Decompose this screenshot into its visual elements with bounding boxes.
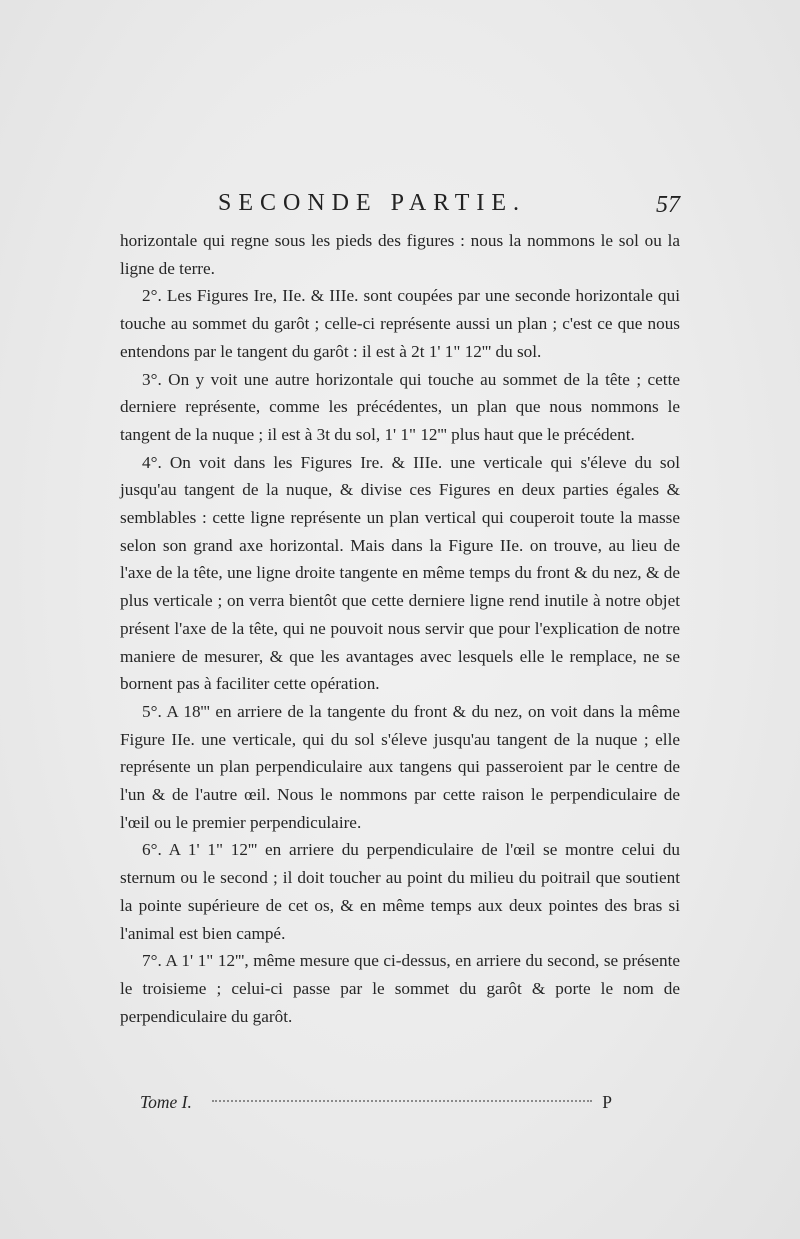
paragraph-6: 6°. A 1' 1" 12''' en arriere du perpendiculaire de l'œil se montre celui du sternum ou le second ; il doit toucher au point du milieu du poitrail que soutient la pointe supérieure de cet os, & en même temps aux deux pointes des bras si l'animal est bien campé. <box>120 840 680 943</box>
body-text <box>120 227 680 1030</box>
paragraph-3: 3°. On y voit une autre horizontale qui touche au sommet de la tête ; cette derniere représente, comme les précédentes, un plan que nous nommons le tangent de la nuque ; il est à 3t du sol, 1' 1" 12''' plus haut que le précédent. <box>120 369 680 444</box>
leader-dots <box>212 1100 592 1102</box>
page-footer <box>120 1092 680 1120</box>
signature-mark: P <box>602 1092 612 1112</box>
page-number: 57 <box>656 192 680 218</box>
paragraph-7: 7°. A 1' 1" 12''', même mesure que ci-dessus, en arriere du second, se présente le troisieme ; celui-ci passe par le sommet du garôt & porte le nom de perpendiculaire du garôt. <box>120 951 680 1026</box>
paragraph-continuation: horizontale qui regne sous les pieds des figures : nous la nommons le sol ou la ligne de terre. <box>120 231 680 278</box>
paragraph-5: 5°. A 18''' en arriere de la tangente du front & du nez, on voit dans la même Figure IIe. une verticale, qui du sol s'éleve jusqu'au tangent de la nuque ; elle représente un plan perpendiculaire aux tangens qui passeroient par le centre de l'un & de l'autre œil. Nous le nommons par cette raison le perpendiculaire de l'œil ou le premier perpendiculaire. <box>120 701 680 832</box>
page-header <box>120 190 680 230</box>
running-head: SECONDE PARTIE. <box>218 190 527 216</box>
paragraph-2: 2°. Les Figures Ire, IIe. & IIIe. sont coupées par une seconde horizontale qui touche au sommet du garôt ; celle-ci représente aussi un plan ; c'est ce que nous entendons par le tangent du garôt : il est à 2t 1' 1" 12''' du sol. <box>120 286 680 361</box>
volume-label: Tome I. <box>140 1092 192 1112</box>
paragraph-4: 4°. On voit dans les Figures Ire. & IIIe. une verticale qui s'éleve du sol jusqu'au tangent de la nuque, & divise ces Figures en deux parties égales & semblables : cette ligne représente un plan vertical qui couperoit toute la masse selon son grand axe horizontal. Mais dans la Figure IIe. on trouve, au lieu de l'axe de la tête, une ligne droite tangente en même temps du front & du nez, & de plus verticale ; on verra bientôt que cette derniere ligne rend inutile à notre objet présent l'axe de la tête, qui ne pouvoit nous servir que pour l'explication de notre maniere de mesurer, & que les avantages avec lesquels elle le remplace, ne se bornent pas à faciliter cette opération. <box>120 452 680 694</box>
